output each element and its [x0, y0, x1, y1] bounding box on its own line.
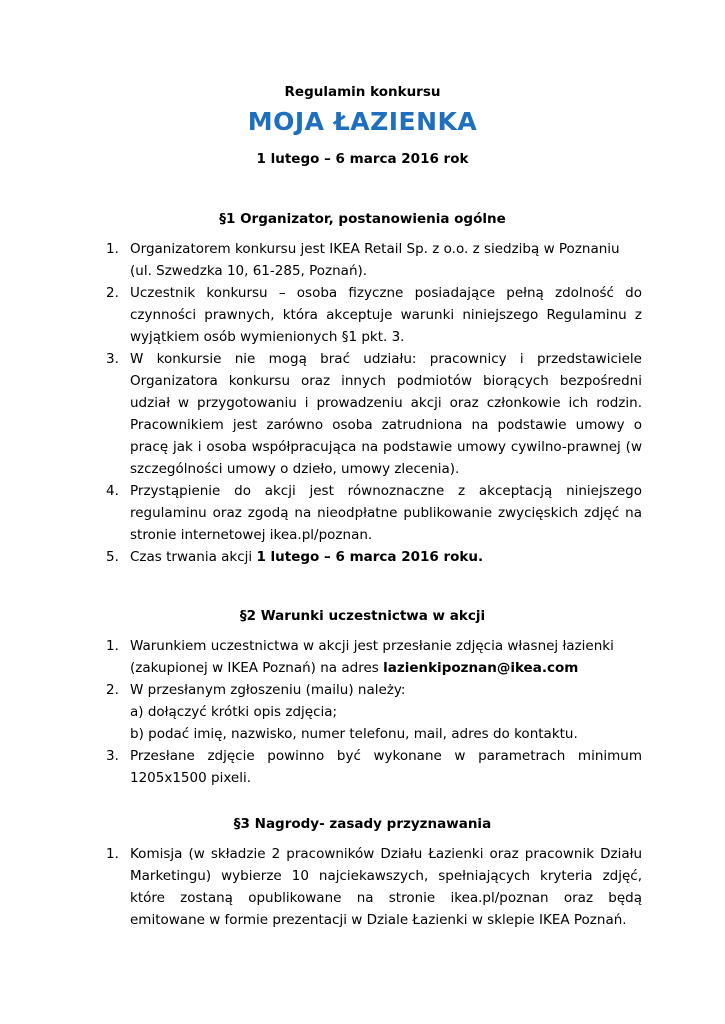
- list-item-text: Przystąpienie do akcji jest równoznaczne z akceptacją niniejszego regulaminu oraz zgodą na nieodpłatne publikowanie zwycięskich zdjęć na stronie internetowej ikea.pl/poznan.: [130, 483, 642, 543]
- list-item-text-line: W przesłanym zgłoszeniu (mailu) należy:: [130, 682, 406, 698]
- section-3-heading: §3 Nagrody- zasady przyznawania: [233, 816, 492, 832]
- address-label: (zakupionej w IKEA Poznań) na adres: [130, 660, 384, 676]
- list-item-number: 1.: [106, 846, 119, 862]
- list-item-subpoint: a) dołączyć krótki opis zdjęcia;: [130, 704, 338, 720]
- document-dates: 1 lutego – 6 marca 2016 rok: [256, 151, 469, 167]
- document-title: MOJA ŁAZIENKA: [247, 107, 478, 136]
- list-item: [106, 635, 642, 679]
- list-item: [106, 282, 642, 348]
- list-item: [106, 348, 642, 480]
- list-item-text: Przesłane zdjęcie powinno być wykonane w parametrach minimum 1205x1500 pixeli.: [130, 748, 642, 786]
- list-item-number: 1.: [106, 241, 119, 257]
- list-item-number: 3.: [106, 351, 119, 367]
- list-item: [106, 546, 642, 568]
- list-item-number: 2.: [106, 285, 119, 301]
- list-item: [106, 679, 642, 745]
- section-2-heading: §2 Warunki uczestnictwa w akcji: [239, 608, 486, 624]
- list-item: [106, 238, 642, 282]
- list-item: [106, 745, 642, 789]
- list-item-number: 3.: [106, 748, 119, 764]
- document-label: Regulamin konkursu: [284, 84, 441, 100]
- list-item-number: 5.: [106, 549, 119, 565]
- list-item-text-line: Warunkiem uczestnictwa w akcji jest przesłanie zdjęcia własnej łazienki: [130, 638, 614, 654]
- list-item-subpoint: b) podać imię, nazwisko, numer telefonu, mail, adres do kontaktu.: [130, 726, 578, 742]
- list-item: [106, 843, 642, 931]
- list-item-text: Uczestnik konkursu – osoba fizyczne posiadające pełną zdolność do czynności prawnych, która akceptuje warunki niniejszego Regulaminu z wyjątkiem osób wymienionych §1 pkt. 3.: [130, 285, 642, 345]
- section-2-list: [106, 635, 642, 789]
- list-item-text: W konkursie nie mogą brać udziału: pracownicy i przedstawiciele Organizatora konkursu oraz innych podmiotów biorących bezpośredni udział w przygotowaniu i prowadzeniu akcji oraz członkowie ich rodzin. Pracownikiem jest zarówno osoba zatrudniona na podstawie umowy o pracę jak i osoba współpracująca na podstawie umowy cywilno-prawnej (w szczególności umowy o dzieło, umowy zlecenia).: [130, 351, 642, 477]
- list-item-number: 4.: [106, 483, 119, 499]
- list-item-text: [130, 546, 642, 568]
- list-item-text: Komisja (w składzie 2 pracowników Działu Łazienki oraz pracownik Działu Marketingu) wybierze 10 najciekawszych, spełniających kryteria zdjęć, które zostaną opublikowane na stronie ikea.pl/poznan oraz będą emitowane w formie prezentacji w Dziale Łazienki w sklepie IKEA Poznań.: [130, 846, 642, 928]
- contact-email: lazienkipoznan@ikea.com: [383, 660, 579, 676]
- list-item-number: 2.: [106, 682, 119, 698]
- list-item-text-line: [130, 657, 642, 679]
- duration-dates: 1 lutego – 6 marca 2016 roku.: [256, 549, 484, 565]
- section-1-list: [106, 238, 642, 568]
- list-item: [106, 480, 642, 546]
- list-item-number: 1.: [106, 638, 119, 654]
- list-item-text-line: Organizatorem konkursu jest IKEA Retail Sp. z o.o. z siedzibą w Poznaniu: [130, 241, 620, 257]
- section-3-list: [106, 843, 642, 931]
- section-1-heading: §1 Organizator, postanowienia ogólne: [219, 211, 506, 227]
- duration-label: Czas trwania akcji: [130, 549, 257, 565]
- list-item-text-line: (ul. Szwedzka 10, 61-285, Poznań).: [130, 263, 368, 279]
